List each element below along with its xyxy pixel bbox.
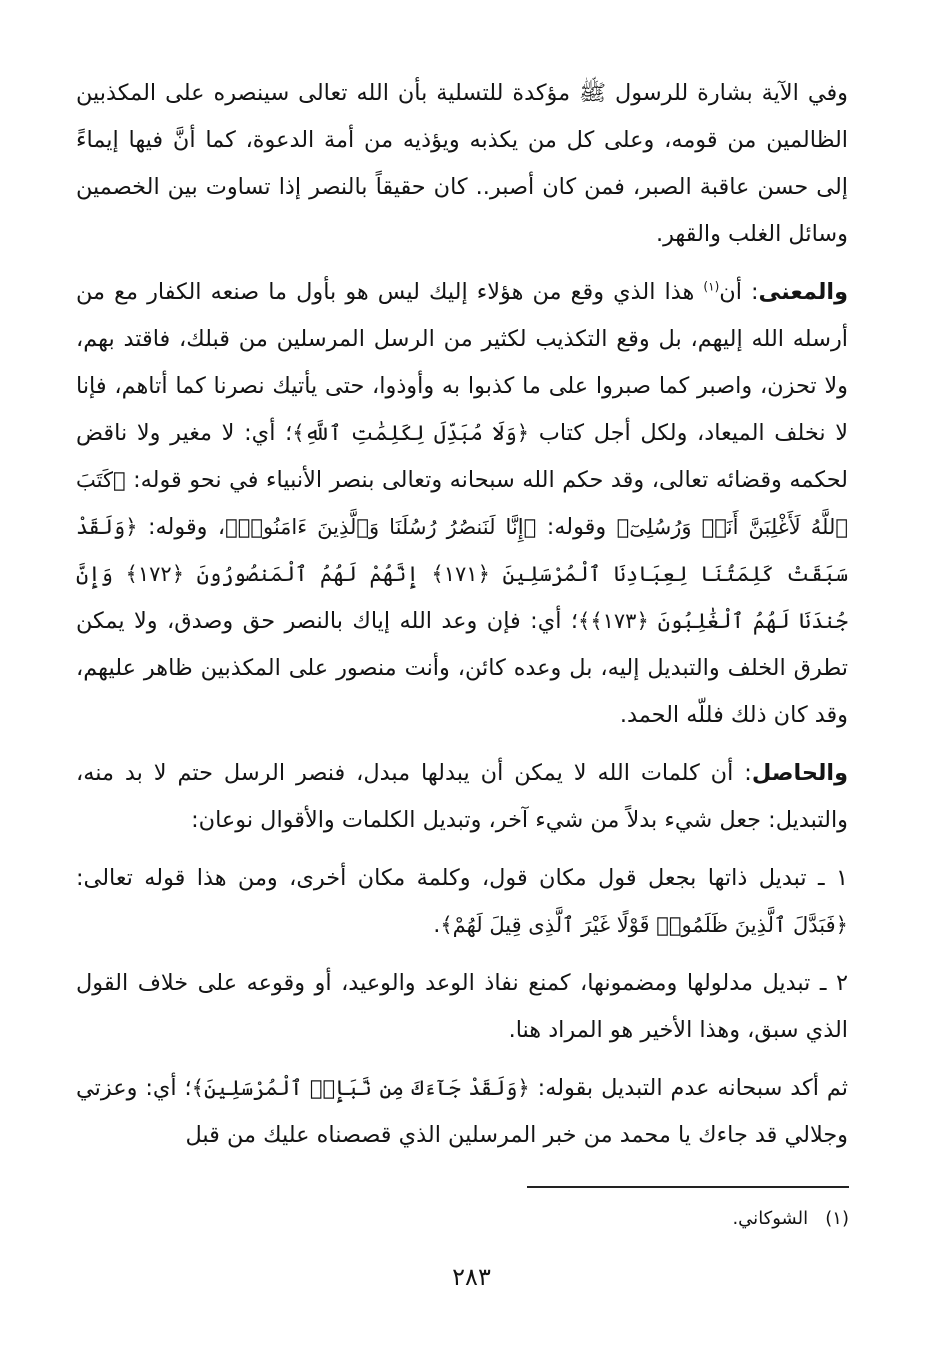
paragraph-type-1 bbox=[76, 855, 848, 949]
meaning-text-f: ؛ أي: فإن وعد الله إياك بالنصر حق وصدق، ولا يمكن تطرق الخلف والتبديل إليه، بل وعده كائن، وأنت منصور على المكذبين ظاهر عليهم، وقد كان ذلك فللّه الحمد. bbox=[76, 608, 848, 728]
type-2-text: ٢ ـ تبديل مدلولها ومضمونها، كمنع نفاذ الوعد والوعيد، أو وقوعه على خلاف القول الذي سبق، وهذا الأخير هو المراد هنا. bbox=[76, 970, 848, 1043]
page-number: ٢٨٣ bbox=[452, 1263, 491, 1291]
quran-verse-1: ﴿وَلَا مُبَدِّلَ لِكَلِمَٰتِ ٱللَّهِ﴾ bbox=[292, 421, 530, 445]
meaning-text-c: ؛ أي: لا مغير ولا ناقض لحكمه وقضائه تعالى، وقد حكم الله سبحانه وتعالى بنصر الأنبياء في نحو قوله: bbox=[76, 420, 848, 493]
quran-verse-6: ﴿وَلَقَدْ جَآءَكَ مِن نَّبَإِى۟ ٱلْمُرْسَلِينَ﴾ bbox=[191, 1076, 530, 1100]
quran-verse-5: ﴿فَبَدَّلَ ٱلَّذِينَ ظَلَمُوا۟ قَوْلًا غَيْرَ ٱلَّذِى قِيلَ لَهُمْ﴾ bbox=[440, 913, 848, 937]
meaning-text-a: : أن bbox=[719, 279, 759, 305]
quran-verse-3: ﴿إِنَّا لَنَنصُرُ رُسُلَنَا وَٱلَّذِينَ ءَامَنُوا۟﴾ bbox=[225, 515, 537, 539]
footnote-number: (١) bbox=[825, 1208, 849, 1229]
type-1-text-a: ١ ـ تبديل ذاتها بجعل قول مكان قول، وكلمة مكان أخرى، ومن هذا قوله تعالى: bbox=[76, 865, 848, 891]
meaning-text-e: ، وقوله: bbox=[137, 514, 226, 540]
footnote bbox=[732, 1204, 849, 1234]
meaning-text-b: هذا الذي وقع من هؤلاء إليك ليس هو بأول ما صنعه الكفار مع من أرسله الله إليهم، بل وقع التكذيب لكثير من الرسل المرسلين من قبلك، فاقتد بهم، ولا تحزن، واصبر كما صبروا على ما كذبوا به وأوذوا، حتى يأتيك نصرنا كما أتاهم، فإنا لا نخلف الميعاد، ولكل أجل كتاب bbox=[76, 279, 848, 446]
last-text-a: ثم أكد سبحانه عدم التبديل بقوله: bbox=[529, 1075, 848, 1101]
conclusion-text: : أن كلمات الله لا يمكن أن يبدلها مبدل، فنصر الرسل حتم لا بد منه، والتبديل: جعل شيء بدلاً من شيء آخر، وتبديل الكلمات والأقوال نوعان: bbox=[76, 760, 848, 833]
meaning-heading: والمعنى bbox=[758, 279, 848, 305]
footnote-reference: (١) bbox=[703, 279, 720, 294]
conclusion-heading: والحاصل bbox=[751, 760, 848, 786]
paragraph-conclusion bbox=[76, 750, 848, 844]
last-text-b: ؛ أي: وعزتي وجلالي قد جاءك يا محمد من خبر المرسلين الذي قصصناه عليك من قبل bbox=[76, 1075, 848, 1148]
type-1-text-b: . bbox=[433, 912, 441, 938]
quran-verse-2: ﴿كَتَبَ ٱللَّهُ لَأَغْلِبَنَّ أَنَا۠ وَرُسُلِىٓ﴾ bbox=[76, 468, 848, 539]
quran-verse-4: ﴿وَلَقَدْ سَبَقَتْ كَلِمَتُنَا لِعِبَادِنَا ٱلْمُرْسَلِينَ ﴿١٧١﴾ إِنَّهُمْ لَهُمُ ٱلْمَنصُورُونَ ﴿١٧٢﴾ وَإِنَّ جُندَنَا لَهُمُ ٱلْغَٰلِبُونَ ﴿١٧٣﴾﴾ bbox=[76, 515, 849, 633]
meaning-text-d: وقوله: bbox=[536, 514, 617, 540]
page-body bbox=[76, 70, 848, 1170]
paragraph-meaning bbox=[76, 269, 848, 739]
paragraph-1 bbox=[76, 70, 848, 258]
paragraph-last bbox=[76, 1065, 848, 1159]
paragraph-1-text: وفي الآية بشارة للرسول ﷺ مؤكدة للتسلية بأن الله تعالى سينصره على المكذبين الظالمين من قومه، وعلى كل من يكذبه ويؤذيه من أمة الدعوة، كما أنَّ فيها إيماءً إلى حسن عاقبة الصبر، فمن كان أصبر.. كان حقيقاً بالنصر إذا تساوت بين الخصمين وسائل الغلب والقهر. bbox=[76, 80, 848, 247]
paragraph-type-2 bbox=[76, 960, 848, 1054]
footnote-divider bbox=[527, 1186, 849, 1188]
footnote-text: الشوكاني. bbox=[732, 1208, 809, 1229]
